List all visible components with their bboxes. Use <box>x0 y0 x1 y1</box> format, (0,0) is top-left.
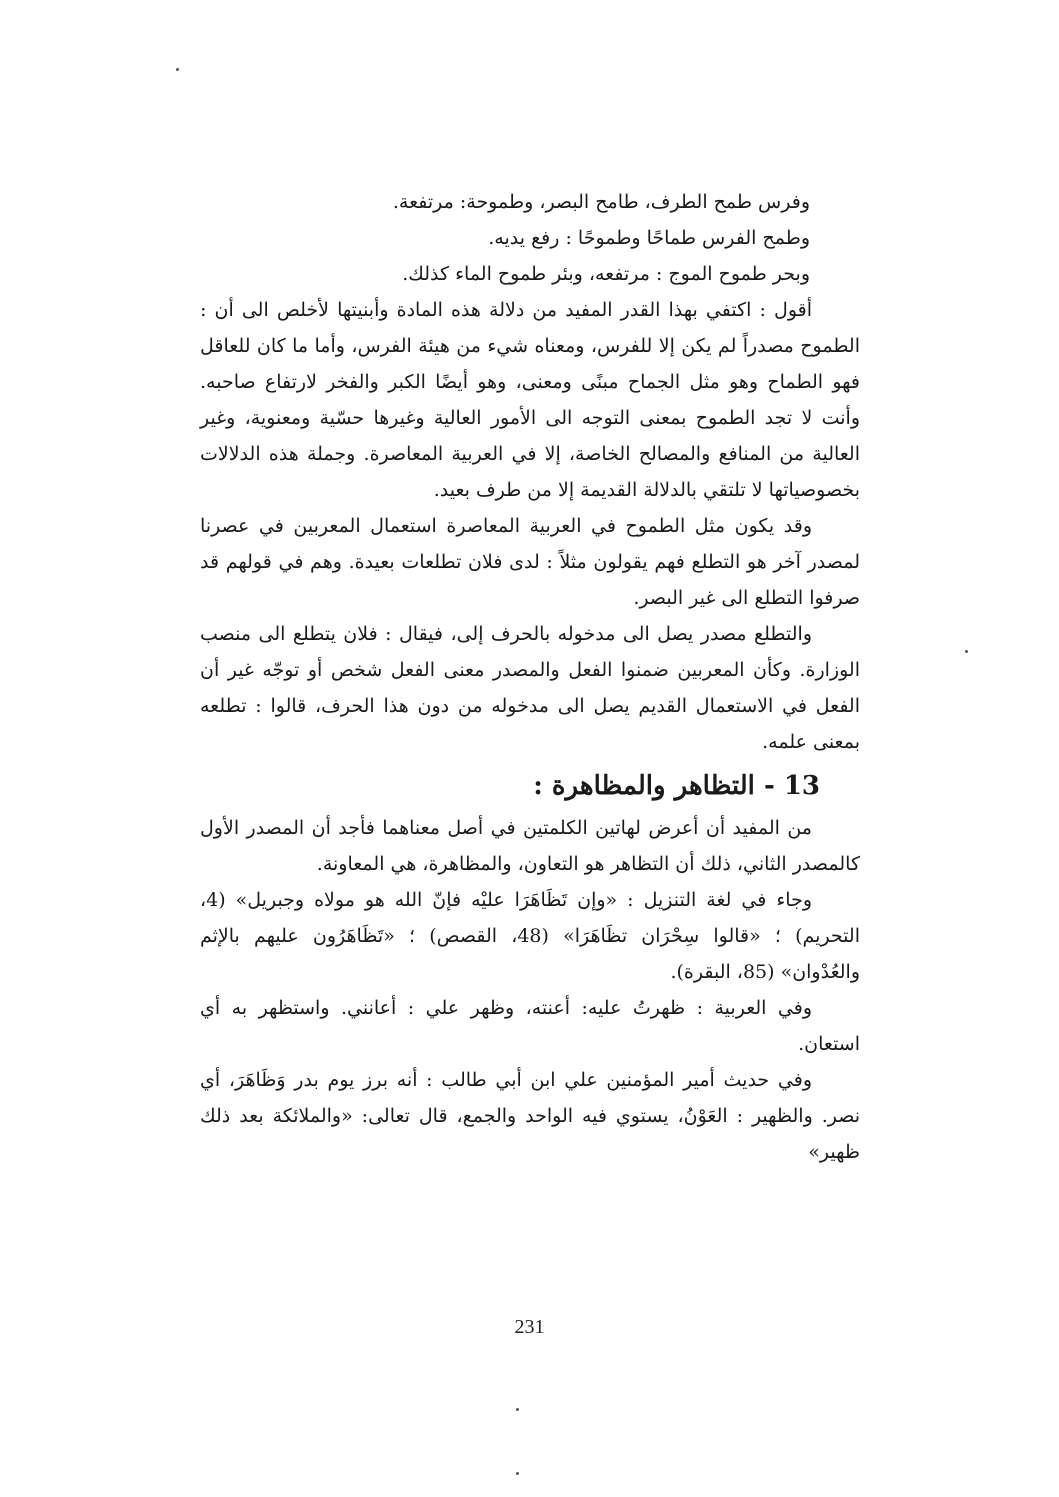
paragraph: وفي حديث أمير المؤمنين علي ابن أبي طالب : أنه برز يوم بدر وَظَاهَرَ، أي نصر. والظهير : العَوْنُ، يستوي فيه الواحد والجمع، قال تعالى: «والملائكة بعد ذلك ظهير» <box>200 1069 860 1163</box>
paragraph: وجاء في لغة التنزيل : «وإن تَظَاهَرَا عليْه فإنّ الله هو مولاه وجبريل» (4، التحريم) ؛ «قالوا سِحْرَان تظَاهَرَا» (48، القصص) ؛ «تَظَاهَرُون عليهم بالإثم والعُدْوان» (85، البقرة). <box>200 889 860 983</box>
scan-speck <box>516 1472 519 1475</box>
section-heading: 13 - التظاهر والمظاهرة : <box>533 771 820 801</box>
body-text <box>200 184 860 1170</box>
paragraph: من المفيد أن أعرض لهاتين الكلمتين في أصل معناهما فأجد أن المصدر الأول كالمصدر الثاني، ذلك أن التظاهر هو التعاون، والمظاهرة، هي المعاونة. <box>200 817 860 875</box>
page-number: 231 <box>514 1316 545 1338</box>
scan-speck <box>965 650 968 653</box>
scan-speck <box>516 1408 519 1411</box>
paragraph: وقد يكون مثل الطموح في العربية المعاصرة استعمال المعربين في عصرنا لمصدر آخر هو التطلع فهم يقولون مثلاً : لدى فلان تطلعات بعيدة. وهم في قولهم قد صرفوا التطلع الى غير البصر. <box>200 515 860 609</box>
intro-line: وبحر طموح الموج : مرتفعه، وبئر طموح الماء كذلك. <box>402 263 810 285</box>
paragraph: وفي العربية : ظهرتُ عليه: أعنته، وظهر علي : أعانني. واستظهر به أي استعان. <box>200 997 860 1055</box>
paragraph: أقول : اكتفي بهذا القدر المفيد من دلالة هذه المادة وأبنيتها لأخلص الى أن : الطموح مصدراً لم يكن إلا للفرس، ومعناه شيء من هيئة الفرس، وأما ما كان للعاقل فهو الطماح وهو مثل الجماح مبنًى ومعنى، وهو أيضًا الكبر والفخر لارتفاع صاحبه. وأنت لا تجد الطموح بمعنى التوجه الى الأمور العالية وغيرها حسّية ومعنوية، وغير العالية من المنافع والمصالح الخاصة، إلا في العربية المعاصرة. وجملة هذه الدلالات بخصوصياتها لا تلتقي بالدلالة القديمة إلا من طرف بعيد. <box>200 299 860 501</box>
intro-line: وفرس طمح الطرف، طامح البصر، وطموحة: مرتفعة. <box>392 191 810 213</box>
intro-line: وطمح الفرس طماحًا وطموحًا : رفع يديه. <box>488 227 810 249</box>
scan-speck <box>176 68 179 71</box>
paragraph: والتطلع مصدر يصل الى مدخوله بالحرف إلى، فيقال : فلان يتطلع الى منصب الوزارة. وكأن المعربين ضمنوا الفعل والمصدر معنى الفعل شخص أو توجّه غير أن الفعل في الاستعمال القديم يصل الى مدخوله من دون هذا الحرف، قالوا : تطلعه بمعنى علمه. <box>200 623 860 753</box>
